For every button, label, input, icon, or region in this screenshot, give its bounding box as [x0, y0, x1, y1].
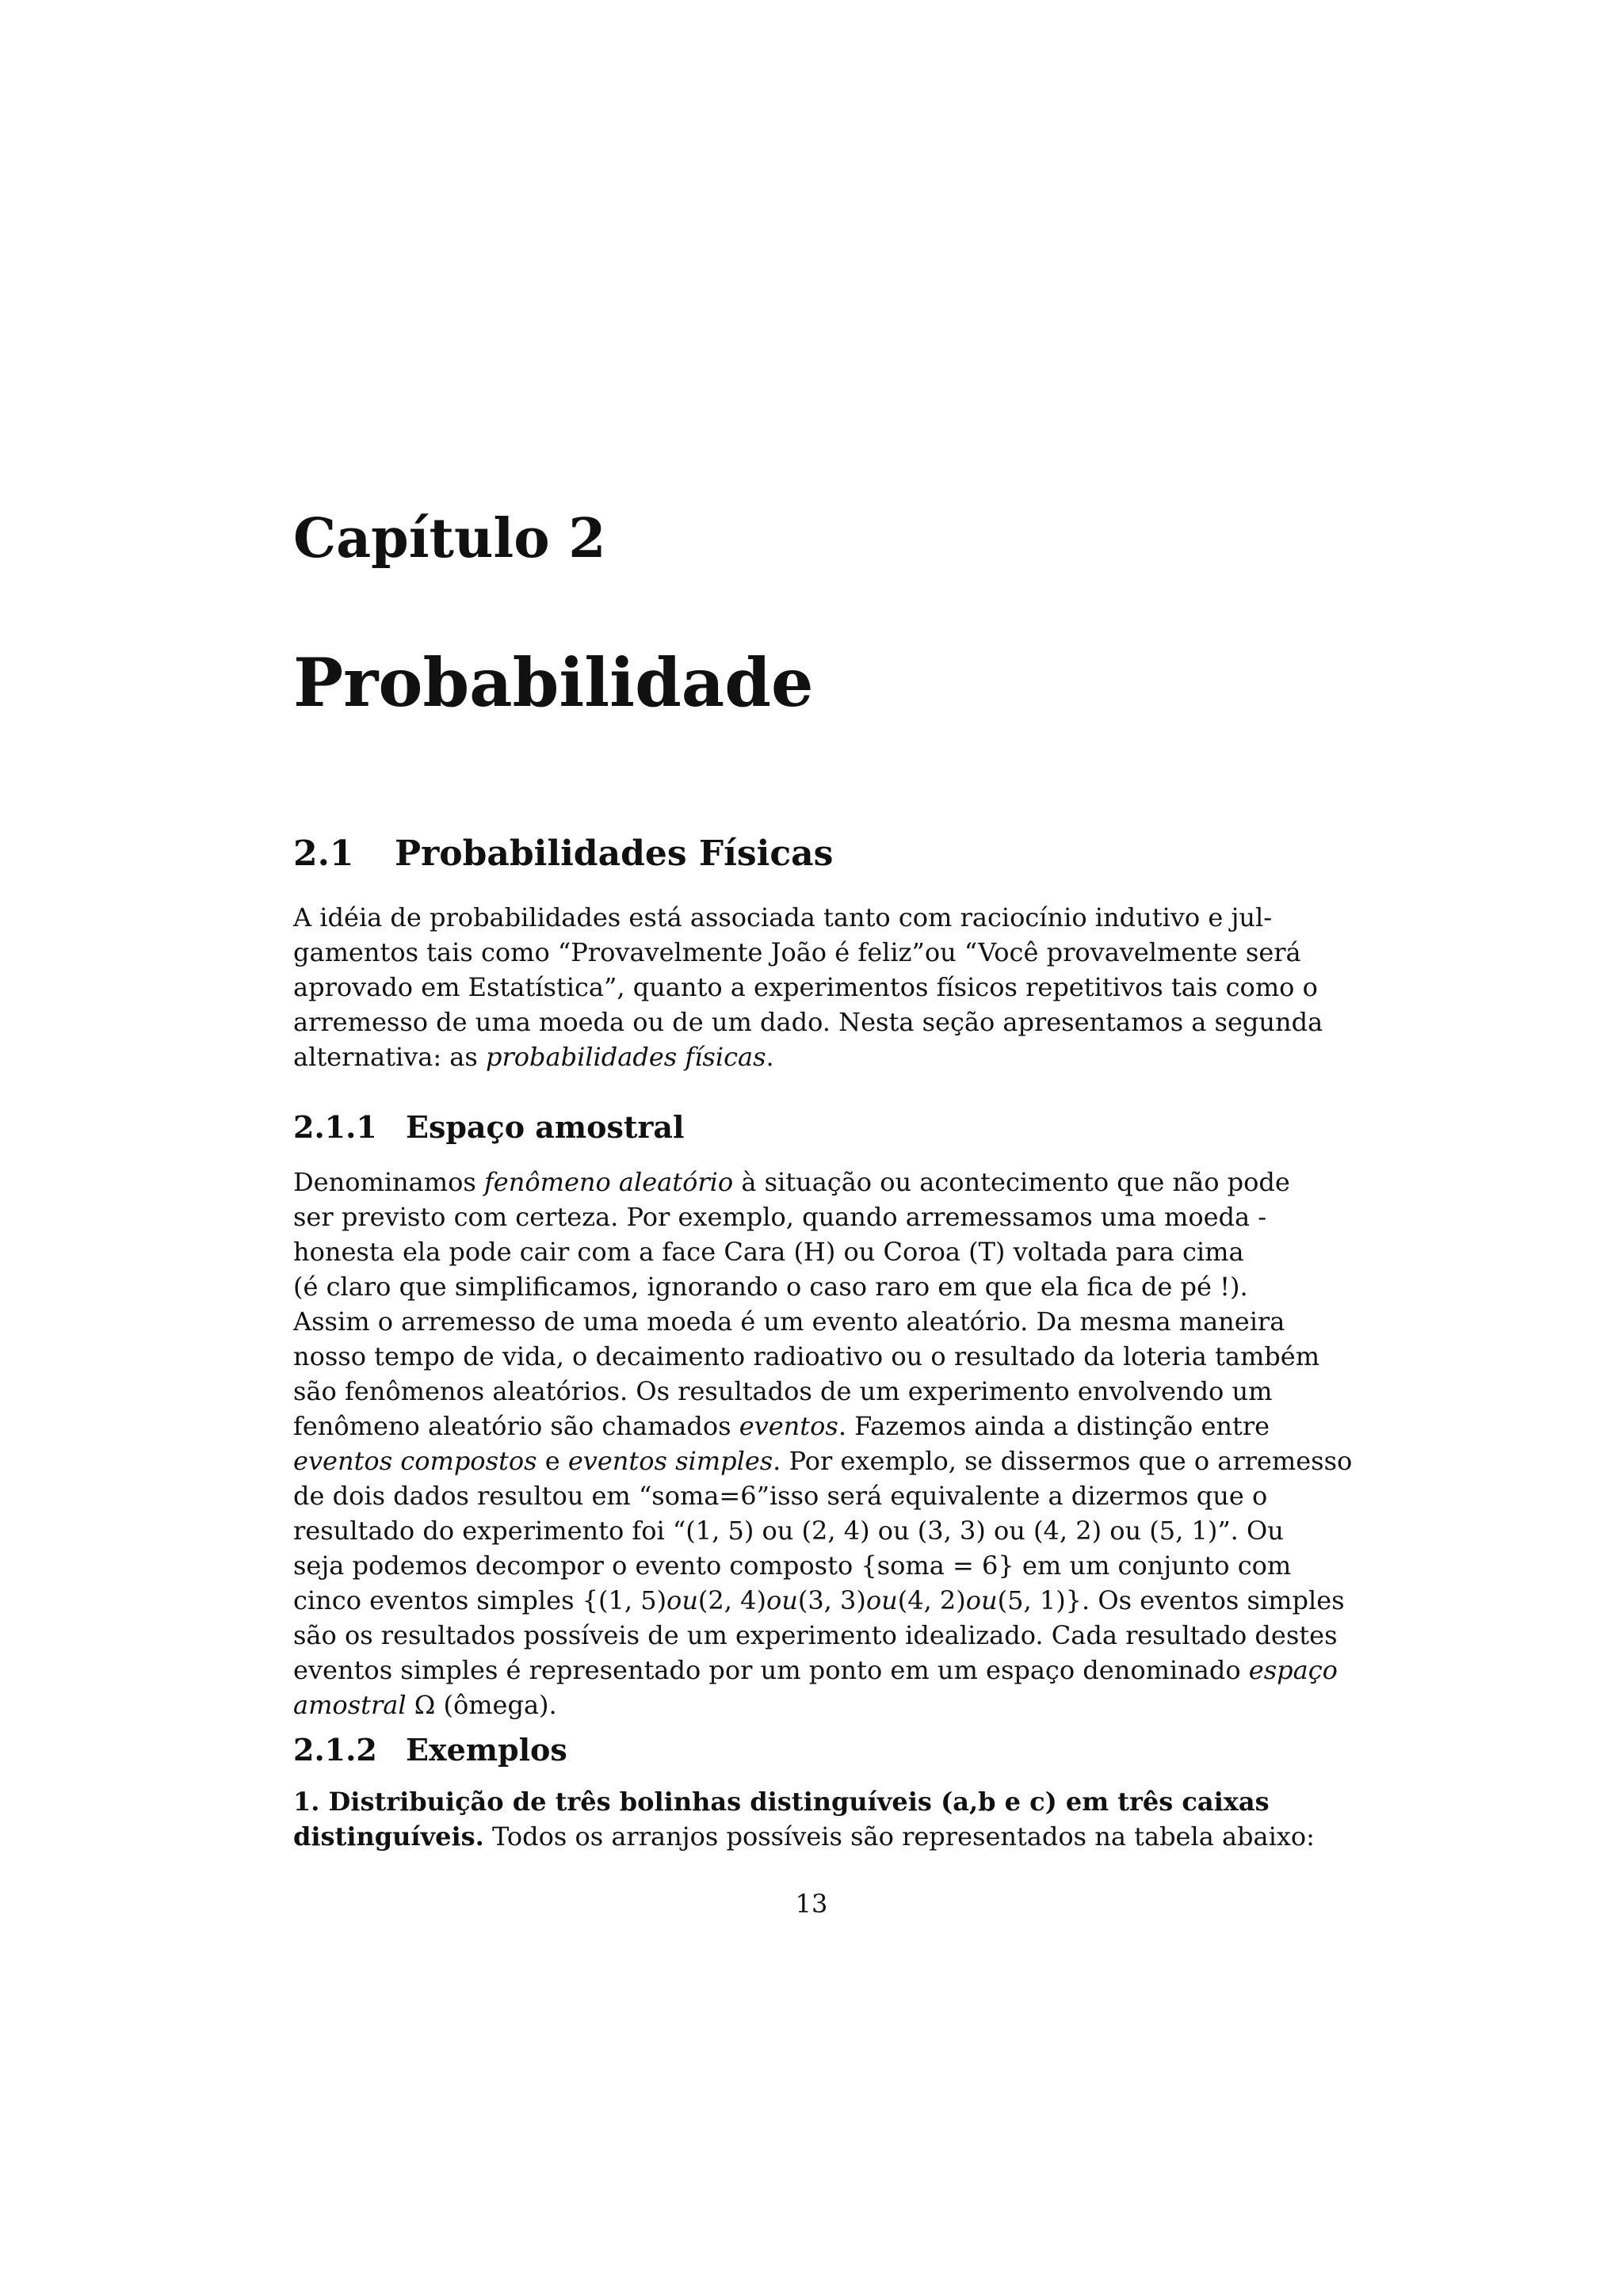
text-segment: Denominamos: [293, 1167, 484, 1197]
text-segment: . Por exemplo, se dissermos que o arremesso: [773, 1446, 1353, 1476]
italic-text: ou: [865, 1585, 898, 1615]
espaco-amostral-paragraph: [293, 1165, 1353, 1722]
text-segment: .: [766, 1042, 774, 1072]
chapter-title: Probabilidade: [293, 643, 814, 722]
text-line: [293, 1199, 1267, 1234]
section-heading: [293, 833, 833, 874]
text-segment: são os resultados possíveis de um experimento idealizado. Cada resultado destes: [293, 1620, 1338, 1650]
text-line: [293, 1409, 1270, 1444]
text-segment: fenômeno aleatório são chamados: [293, 1411, 739, 1441]
text-line: [293, 935, 1301, 970]
text-line: [293, 970, 1318, 1005]
text-line: [293, 1478, 1268, 1513]
text-line: [293, 1269, 1248, 1304]
text-segment: gamentos tais como “Provavelmente João é feliz”ou “Você provavelmente será: [293, 937, 1301, 967]
text-line: [293, 1339, 1320, 1374]
italic-text: fenômeno aleatório: [483, 1167, 734, 1197]
chapter-label: Capítulo 2: [293, 507, 606, 570]
text-line: [293, 1548, 1292, 1583]
section-title: Probabilidades Físicas: [395, 833, 834, 874]
italic-text: probabilidades físicas: [485, 1042, 766, 1072]
text-segment: seja podemos decompor o evento composto {soma = 6} em um conjunto com: [293, 1550, 1292, 1581]
page-number: 13: [795, 1889, 828, 1919]
text-line: [293, 900, 1273, 935]
italic-text: amostral: [293, 1690, 407, 1720]
text-line: [293, 1653, 1338, 1688]
bold-text: distinguíveis.: [293, 1821, 484, 1852]
text-segment: . Fazemos ainda a distinção entre: [838, 1411, 1270, 1441]
text-segment: eventos simples é representado por um ponto em um espaço denominado: [293, 1655, 1249, 1685]
text-segment: resultado do experimento foi “(1, 5) ou (2, 4) ou (3, 3) ou (4, 2) ou (5, 1)”. Ou: [293, 1516, 1284, 1546]
text-segment: à situação ou acontecimento que não pode: [733, 1167, 1290, 1197]
text-line: [293, 1513, 1284, 1548]
text-line: [293, 1784, 1270, 1819]
intro-paragraph: [293, 900, 1323, 1074]
text-line: [293, 1005, 1323, 1039]
text-segment: (5, 1)}. Os eventos simples: [997, 1585, 1345, 1615]
text-line: [293, 1618, 1338, 1653]
italic-text: ou: [965, 1585, 998, 1615]
subsection-number: 2.1.2: [293, 1732, 377, 1768]
text-line: [293, 1444, 1353, 1478]
text-segment: A idéia de probabilidades está associada tanto com raciocínio indutivo e jul-: [293, 902, 1273, 933]
italic-text: ou: [666, 1585, 698, 1615]
text-segment: nosso tempo de vida, o decaimento radioativo ou o resultado da loteria também: [293, 1341, 1320, 1371]
italic-text: eventos compostos: [293, 1446, 537, 1476]
text-segment: honesta ela pode cair com a face Cara (H) ou Coroa (T) voltada para cima: [293, 1237, 1244, 1267]
subsection-heading-espaco-amostral: [293, 1109, 684, 1145]
subsection-number: 2.1.1: [293, 1109, 377, 1145]
text-segment: Todos os arranjos possíveis são representados na tabela abaixo:: [483, 1821, 1315, 1852]
text-line: [293, 1688, 1235, 1722]
text-segment: (é claro que simplificamos, ignorando o caso raro em que ela fica de pé !).: [293, 1272, 1248, 1302]
text-segment: ser previsto com certeza. Por exemplo, quando arremessamos uma moeda -: [293, 1202, 1267, 1232]
text-segment: aprovado em Estatística”, quanto a experimentos físicos repetitivos tais como o: [293, 972, 1318, 1002]
italic-text: eventos simples: [567, 1446, 773, 1476]
subsection-title: Exemplos: [406, 1732, 567, 1768]
exemplos-paragraph: [293, 1784, 1315, 1854]
text-line: [293, 1819, 1315, 1854]
text-line: [293, 1374, 1273, 1409]
text-line: [293, 1583, 1345, 1618]
italic-text: ou: [766, 1585, 798, 1615]
text-line: [293, 1165, 1290, 1199]
text-segment: alternativa: as: [293, 1042, 486, 1072]
section-number: 2.1: [293, 833, 354, 874]
text-line: [293, 1234, 1244, 1269]
text-segment: de dois dados resultou em “soma=6”isso será equivalente a dizermos que o: [293, 1481, 1268, 1511]
text-segment: e: [537, 1446, 568, 1476]
text-line: [293, 1039, 1235, 1074]
text-segment: são fenômenos aleatórios. Os resultados de um experimento envolvendo um: [293, 1376, 1273, 1406]
text-segment: (3, 3): [797, 1585, 866, 1615]
italic-text: eventos: [739, 1411, 838, 1441]
italic-text: espaço: [1248, 1655, 1338, 1685]
text-segment: Ω (ômega).: [406, 1690, 557, 1720]
text-line: [293, 1304, 1285, 1339]
text-segment: cinco eventos simples {(1, 5): [293, 1585, 667, 1615]
text-segment: arremesso de uma moeda ou de um dado. Nesta seção apresentamos a segunda: [293, 1007, 1323, 1037]
subsection-title: Espaço amostral: [406, 1109, 685, 1145]
text-segment: Assim o arremesso de uma moeda é um evento aleatório. Da mesma maneira: [293, 1306, 1285, 1337]
bold-text: 1. Distribuição de três bolinhas distinguíveis (a,b e c) em três caixas: [293, 1787, 1270, 1817]
text-segment: (4, 2): [897, 1585, 966, 1615]
text-segment: (2, 4): [697, 1585, 766, 1615]
subsection-heading-exemplos: [293, 1732, 567, 1768]
